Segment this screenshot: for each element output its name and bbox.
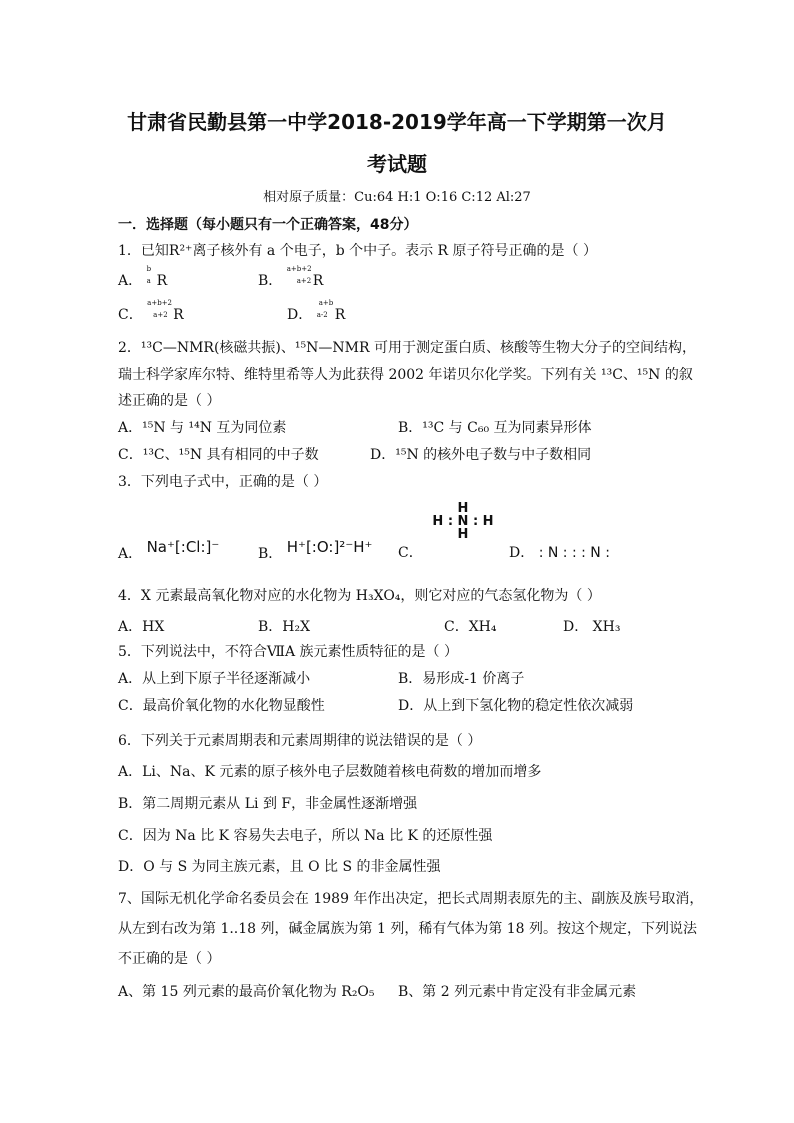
exam-title-line2: 考试题 <box>367 152 427 176</box>
q1-a-number: a <box>146 277 151 285</box>
q5-option-b: B．易形成-1 价离子 <box>398 671 525 687</box>
q1-b-label: B． <box>258 273 283 289</box>
q1-d-number: a-2 <box>316 311 328 319</box>
q2-option-a: A．¹⁵N 与 ¹⁴N 互为同位素 <box>118 420 287 436</box>
q3-c-electron-formula <box>428 502 498 541</box>
q3-option-a <box>118 538 220 564</box>
q1-a-mass: b <box>146 265 152 273</box>
q3-a-label: A． <box>118 546 143 562</box>
q3-c-middle: H : N : H <box>432 514 494 529</box>
q3-a-electron-formula: Na⁺[:Cl:]⁻ <box>146 538 220 556</box>
q1-option-c <box>118 299 184 325</box>
q3-c-top-h: H <box>457 501 469 516</box>
q7-stem-line3: 不正确的是（ ） <box>118 951 221 967</box>
q7-option-b: B、第 2 列元素中肯定没有非金属元素 <box>398 984 637 1000</box>
q6-option-b: B．第二周期元素从 Li 到 F，非金属性逐渐增强 <box>118 796 418 812</box>
q4-option-d: D． XH₃ <box>563 619 621 635</box>
q1-option-d <box>287 299 346 325</box>
q5-option-c: C．最高价氧化物的水化物显酸性 <box>118 698 325 714</box>
q2-option-b: B．¹³C 与 C₆₀ 互为同素异形体 <box>398 420 592 436</box>
q1-a-label: A． <box>118 273 143 289</box>
q1-b-number: a+2 <box>296 277 312 285</box>
q3-d-electron-formula: : N : : : N : <box>538 545 610 561</box>
q1-d-symbol: R <box>334 307 346 323</box>
q3-option-b <box>258 538 373 564</box>
q5-option-d: D．从上到下氢化物的稳定性依次减弱 <box>398 698 634 714</box>
q1-b-mass: a+b+2 <box>286 265 312 273</box>
q1-c-label: C． <box>118 307 143 323</box>
q4-option-b: B．H₂X <box>258 619 311 635</box>
q2-stem-line1: 2．¹³C—NMR(核磁共振)、¹⁵N—NMR 可用于测定蛋白质、核酸等生物大分子的空间结构， <box>118 340 696 356</box>
q1-c-mass: a+b+2 <box>147 299 173 307</box>
q1-a-symbol: R <box>156 273 168 289</box>
q1-d-label: D． <box>287 307 313 323</box>
q3-b-electron-formula: H⁺[:O:]²⁻H⁺ <box>286 538 373 556</box>
q2-option-d: D．¹⁵N 的核外电子数与中子数相同 <box>370 447 592 463</box>
q2-stem-line2: 瑞士科学家库尔特、维特里希等人为此获得 2002 年诺贝尔化学奖。下列有关 ¹³C、¹⁵N 的叙 <box>118 367 693 383</box>
q6-option-a: A．Li、Na、K 元素的原子核外电子层数随着核电荷数的增加而增多 <box>118 764 542 780</box>
q2-stem-line3: 述正确的是（ ） <box>118 393 221 409</box>
q1-option-a <box>118 265 168 291</box>
q3-c-bottom-h: H <box>457 527 469 542</box>
q1-option-b <box>258 265 324 291</box>
q3-d-label: D． <box>509 545 535 561</box>
q7-option-a: A、第 15 列元素的最高价氧化物为 R₂O₅ <box>118 984 375 1000</box>
section-heading: 一．选择题（每小题只有一个正确答案，48分） <box>118 217 418 233</box>
q6-stem: 6．下列关于元素周期表和元素周期律的说法错误的是（ ） <box>118 733 482 749</box>
q1-b-nuclide <box>286 265 313 291</box>
q4-option-a: A．HX <box>118 619 165 635</box>
atomic-masses: 相对原子质量：Cu:64 H:1 O:16 C:12 Al:27 <box>263 190 531 205</box>
q1-c-number: a+2 <box>153 311 168 319</box>
q3-option-c <box>398 543 423 563</box>
q1-b-symbol: R <box>312 273 324 289</box>
q3-stem: 3．下列电子式中，正确的是（ ） <box>118 474 328 490</box>
q5-option-a: A．从上到下原子半径逐渐减小 <box>118 671 311 687</box>
q6-option-c: C．因为 Na 比 K 容易失去电子，所以 Na 比 K 的还原性强 <box>118 828 493 844</box>
q1-c-symbol: R <box>173 307 184 323</box>
q3-b-label: B． <box>258 546 283 562</box>
q3-option-d <box>509 543 610 563</box>
q4-stem: 4．X 元素最高氧化物对应的水化物为 H₃XO₄，则它对应的气态氢化物为（ ） <box>118 588 601 604</box>
q1-a-nuclide <box>146 265 157 291</box>
q3-c-label: C． <box>398 545 423 561</box>
q1-d-mass: a+b <box>318 299 334 307</box>
q1-c-nuclide <box>147 299 173 325</box>
q1-d-nuclide <box>316 299 335 325</box>
q7-stem-line2: 从左到右改为第 1..18 列，碱金属族为第 1 列，稀有气体为第 18 列。按这个规定，下列说法 <box>118 921 698 937</box>
exam-title-line1: 甘肃省民勤县第一中学2018-2019学年高一下学期第一次月 <box>127 110 667 134</box>
q4-option-c: C．XH₄ <box>444 619 497 635</box>
q6-option-d: D．O 与 S 为同主族元素，且 O 比 S 的非金属性强 <box>118 859 441 875</box>
q7-stem-line1: 7、国际无机化学命名委员会在 1989 年作出决定，把长式周期表原先的主、副族及族号取消， <box>118 891 704 907</box>
q1-stem: 1．已知R²⁺离子核外有 a 个电子，b 个中子。表示 R 原子符号正确的是（ ） <box>118 243 597 259</box>
q2-option-c: C．¹³C、¹⁵N 具有相同的中子数 <box>118 447 319 463</box>
q5-stem: 5．下列说法中，不符合ⅦA 族元素性质特征的是（ ） <box>118 644 458 660</box>
